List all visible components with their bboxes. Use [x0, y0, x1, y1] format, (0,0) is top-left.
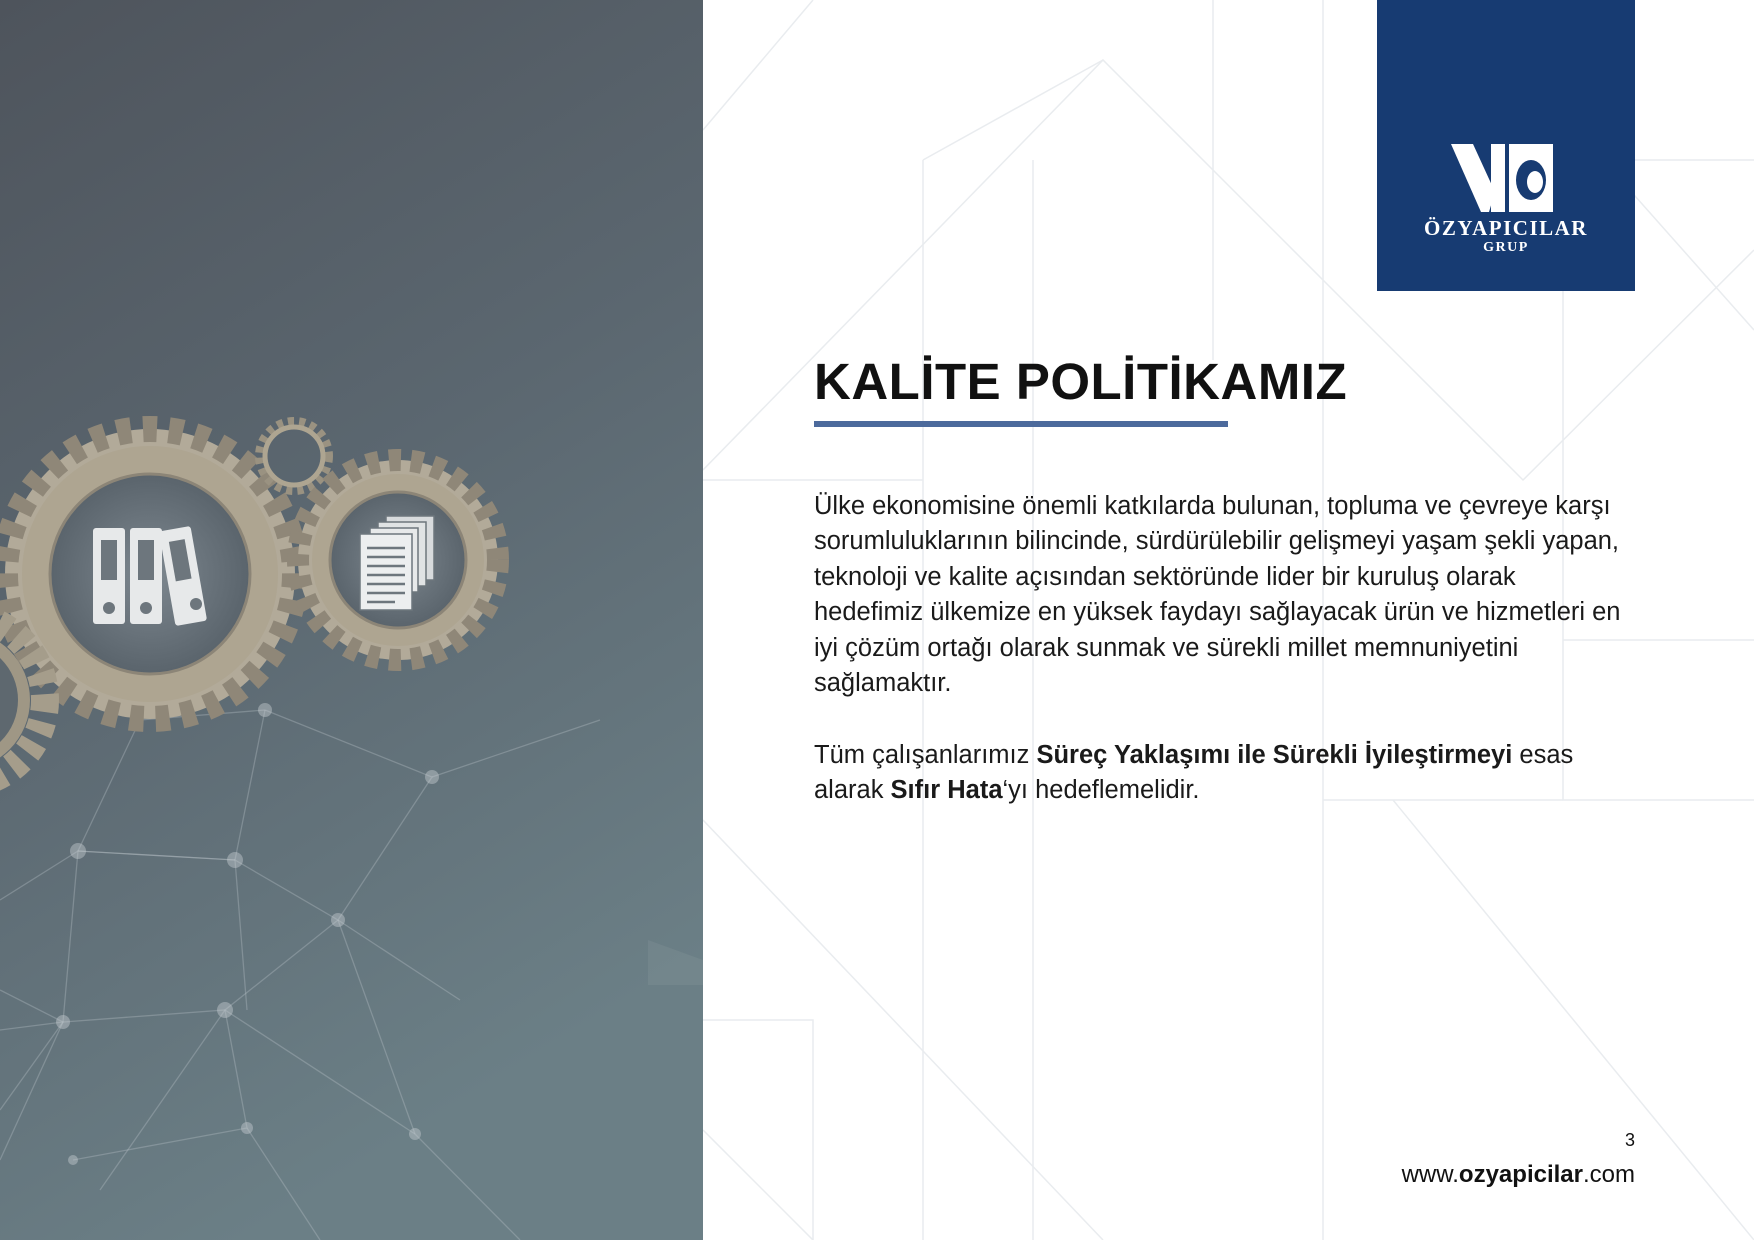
logo-subtitle: GRUP: [1483, 240, 1529, 255]
text-segment: esas alarak: [814, 741, 1574, 805]
binders-icon: [93, 526, 207, 626]
logo-name: ÖZYAPICILAR: [1424, 216, 1588, 240]
gears-network-illustration: [0, 0, 703, 1240]
text-segment: Tüm çalışanlarımız: [814, 741, 1037, 769]
policy-paragraph: Ülke ekonomisine önemli katkılarda bulunan, topluma ve çevreye karşı sorumluluklarının bilincinde, sürdürülebilir gelişmeyi yaşam şekli yapan, teknoloji ve kalite açısından sektöründe lider bir kuruluş olarak hedefimiz ülkemize en yüksek faydayı sağlayacak ürün ve hizmetleri en iyi çözüm ortağı olarak sunmak ve sürekli millet memnuniyetini sağlamaktır.: [814, 492, 1621, 698]
title-underline: [814, 421, 1228, 427]
company-logo: [1377, 0, 1635, 291]
website-prefix: www.: [1401, 1161, 1459, 1188]
website-domain: ozyapicilar: [1458, 1161, 1583, 1188]
website-link[interactable]: [1402, 1161, 1635, 1189]
goal-paragraph: [814, 738, 1624, 809]
logo-mark-icon: [1451, 142, 1561, 212]
website-suffix: .com: [1582, 1161, 1635, 1188]
page-title: KALİTE POLİTİKAMIZ: [814, 353, 1348, 410]
bold-phrase: Sıfır Hata: [890, 776, 1003, 805]
page-number: 3: [1624, 1130, 1635, 1150]
text-segment: ‘yı hedeflemelidir.: [1002, 776, 1200, 805]
right-content-panel: [703, 0, 1754, 1240]
bold-phrase: Süreç Yaklaşımı ile Sürekli İyileştirmeyi: [1036, 741, 1513, 769]
left-image-panel: [0, 0, 703, 1240]
